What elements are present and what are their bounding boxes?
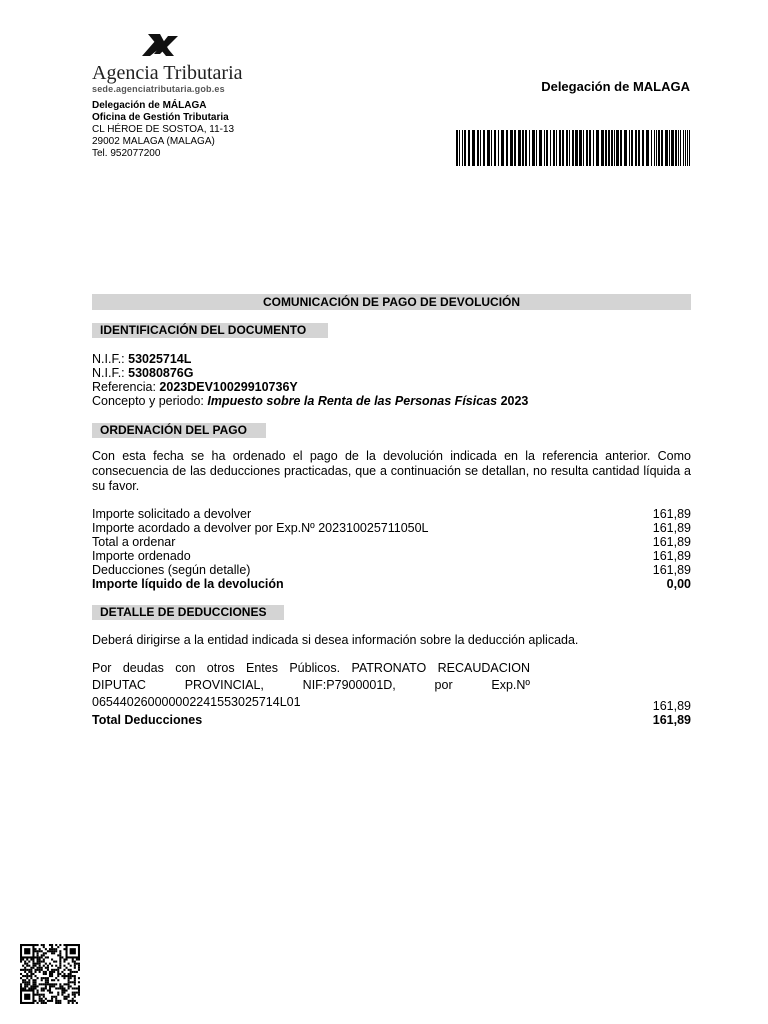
payment-row (92, 563, 691, 577)
nif-line-1 (92, 352, 191, 366)
address-block (92, 100, 234, 160)
address-line-5: Tel. 952077200 (92, 148, 161, 159)
row-label: Total a ordenar (92, 535, 176, 549)
payment-row (92, 535, 691, 549)
row-label: Deducciones (según detalle) (92, 563, 251, 577)
payment-row-net (92, 577, 691, 591)
address-line-4: 29002 MALAGA (MALAGA) (92, 136, 215, 147)
concept-value: Impuesto sobre la Renta de las Personas Físicas (207, 394, 498, 408)
reference-value: 2023DEV10029910736Y (159, 380, 298, 394)
reference-label: Referencia: (92, 380, 156, 394)
concept-label: Concepto y periodo: (92, 394, 204, 408)
deductions-info: Deberá dirigirse a la entidad indicada si desea información sobre la deducción aplicada. (92, 633, 579, 647)
payment-row (92, 507, 691, 521)
agency-name: Agencia Tributaria (92, 62, 243, 84)
document-title: COMUNICACIÓN DE PAGO DE DEVOLUCIÓN (92, 294, 691, 310)
row-value: 161,89 (652, 563, 691, 577)
deduction-detail-line-2: DIPUTAC PROVINCIAL, NIF:P7900001D, por Exp.Nº (92, 678, 530, 692)
row-value: 161,89 (652, 507, 691, 521)
row-value: 161,89 (652, 549, 691, 563)
total-deductions-row (92, 713, 691, 727)
nif-value-1: 53025714L (128, 352, 192, 366)
nif-line-2 (92, 366, 193, 380)
nif-label: N.I.F.: (92, 366, 125, 380)
nif-value-2: 53080876G (128, 366, 194, 380)
row-label: Importe líquido de la devolución (92, 577, 284, 591)
deduction-detail-line-3: 065440260000002241553025714L01 (92, 695, 301, 709)
concept-line (92, 394, 528, 408)
payment-paragraph: Con esta fecha se ha ordenado el pago de la devolución indicada en la referencia anterior. Como consecuencia de las deducciones practicadas, que a continuación se detallan, no resulta cantidad líquida a su favor. (92, 449, 691, 493)
address-line-3: CL HÉROE DE SOSTOA, 11-13 (92, 124, 235, 135)
deduction-detail (92, 660, 530, 711)
payment-row (92, 549, 691, 563)
row-label: Importe solicitado a devolver (92, 507, 252, 521)
row-label: Importe acordado a devolver por Exp.Nº 202310025711050L (92, 521, 429, 535)
total-deductions-value: 161,89 (652, 713, 691, 727)
nif-label: N.I.F.: (92, 352, 125, 366)
row-value: 161,89 (652, 521, 691, 535)
delegation-title: Delegación de MALAGA (541, 79, 690, 94)
deduction-amount: 161,89 (652, 699, 691, 713)
section-deductions-heading: DETALLE DE DEDUCCIONES (92, 605, 284, 620)
deduction-detail-line-1: Por deudas con otros Entes Públicos. PATRONATO RECAUDACION (92, 661, 530, 675)
barcode (456, 130, 690, 166)
total-deductions-label: Total Deducciones (92, 713, 203, 727)
row-value: 0,00 (666, 577, 691, 591)
agency-url: sede.agenciatributaria.gob.es (92, 84, 225, 94)
address-line-2: Oficina de Gestión Tributaria (92, 112, 229, 123)
section-identification-heading: IDENTIFICACIÓN DEL DOCUMENTO (92, 323, 328, 338)
row-label: Importe ordenado (92, 549, 191, 563)
row-value: 161,89 (652, 535, 691, 549)
address-line-1: Delegación de MÁLAGA (92, 100, 207, 111)
concept-year: 2023 (500, 394, 529, 408)
qr-code (20, 944, 80, 1004)
section-payment-heading: ORDENACIÓN DEL PAGO (92, 423, 266, 438)
reference-line (92, 380, 298, 394)
payment-row (92, 521, 691, 535)
